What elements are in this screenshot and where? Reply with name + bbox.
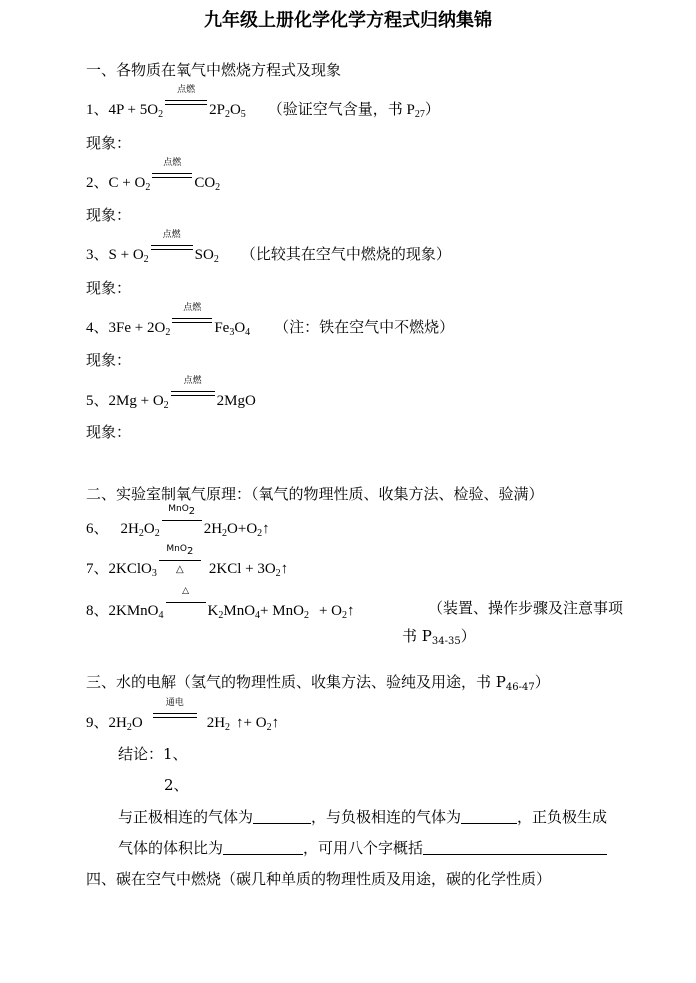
equation-6: 6、 $2H_2O_2$ MnO$_2$ $2H_2O+O_2↑$ [86, 504, 270, 539]
equation-8-page-ref: 书 $P_{34-35}$） [402, 627, 476, 647]
equation-8: 8、2KMnO$_4$ △ $K_2MnO_4+ MnO_2$ + $O_2↑$ [86, 586, 355, 621]
phenomenon-label-3: 现象： [86, 279, 132, 297]
equation-5: 5、$2Mg + O_2$ 点燃 2MgO [86, 376, 256, 411]
reaction-arrow: 点燃 [172, 315, 212, 331]
equation-2: 2、$C + O_2$ 点燃 $CO_2$ [86, 158, 221, 193]
reaction-arrow: 点燃 [171, 388, 215, 404]
equation-3: 3、$S + O_2$ 点燃 $SO_2$ （比较其在空气中燃烧的现象） [86, 230, 451, 265]
reaction-arrow: MnO$_2$ [162, 516, 202, 532]
fill-in-line-2: 气体的体积比为 ，可用八个字概括 [118, 838, 607, 858]
equation-1: 1、$4P + 5O_2$ 点燃 $2P_2O_5$ （验证空气含量，书 $P_{27}$） [86, 85, 440, 120]
blank-positive-gas[interactable] [253, 823, 311, 824]
reaction-arrow: 通电 [153, 710, 197, 726]
phenomenon-label-5: 现象： [86, 423, 132, 441]
section-4-heading: 四、碳在空气中燃烧（碳几种单质的物理性质及用途，碳的化学性质） [86, 870, 552, 888]
reaction-arrow: 点燃 [165, 97, 207, 113]
section-1-heading: 一、各物质在氧气中燃烧方程式及现象 [86, 61, 342, 79]
phenomenon-label-1: 现象： [86, 134, 132, 152]
phenomenon-label-4: 现象： [86, 351, 132, 369]
fill-in-line-1: 与正极相连的气体为 ，与负极相连的气体为 ，正负极生成 [118, 808, 608, 826]
conclusion-label: 结论：1、 [118, 745, 188, 763]
reaction-arrow: △ [166, 598, 206, 614]
blank-volume-ratio[interactable] [223, 854, 303, 855]
conclusion-item-2: 2、 [164, 776, 189, 794]
blank-eight-char-summary[interactable] [423, 854, 607, 855]
section-2-heading: 二、实验室制氧气原理：（氧气的物理性质、收集方法、检验、验满） [86, 485, 544, 503]
reaction-arrow: 点燃 [151, 242, 193, 258]
equation-8-note: （装置、操作步骤及注意事项 [428, 599, 624, 617]
equation-7: 7、2KClO$_3$ MnO$_2$ △ $2KCl + 3O_2↑$ [86, 544, 289, 579]
section-3-heading: 三、水的电解（氢气的物理性质、收集方法、验纯及用途，书 $P_{46-47}$） [86, 673, 550, 693]
page-title: 九年级上册化学化学方程式归纳集锦 [204, 10, 492, 31]
blank-negative-gas[interactable] [461, 823, 517, 824]
reaction-arrow: MnO$_2$ △ [159, 556, 201, 572]
equation-4: 4、$3Fe + 2O_2$ 点燃 $Fe_3O_4$ （注：铁在空气中不燃烧） [86, 303, 455, 338]
phenomenon-label-2: 现象： [86, 206, 132, 224]
reaction-arrow: 点燃 [152, 170, 192, 186]
equation-9: 9、$2H_2O$ 通电 $2H_2$ ↑+ $O_2↑$ [86, 698, 280, 733]
